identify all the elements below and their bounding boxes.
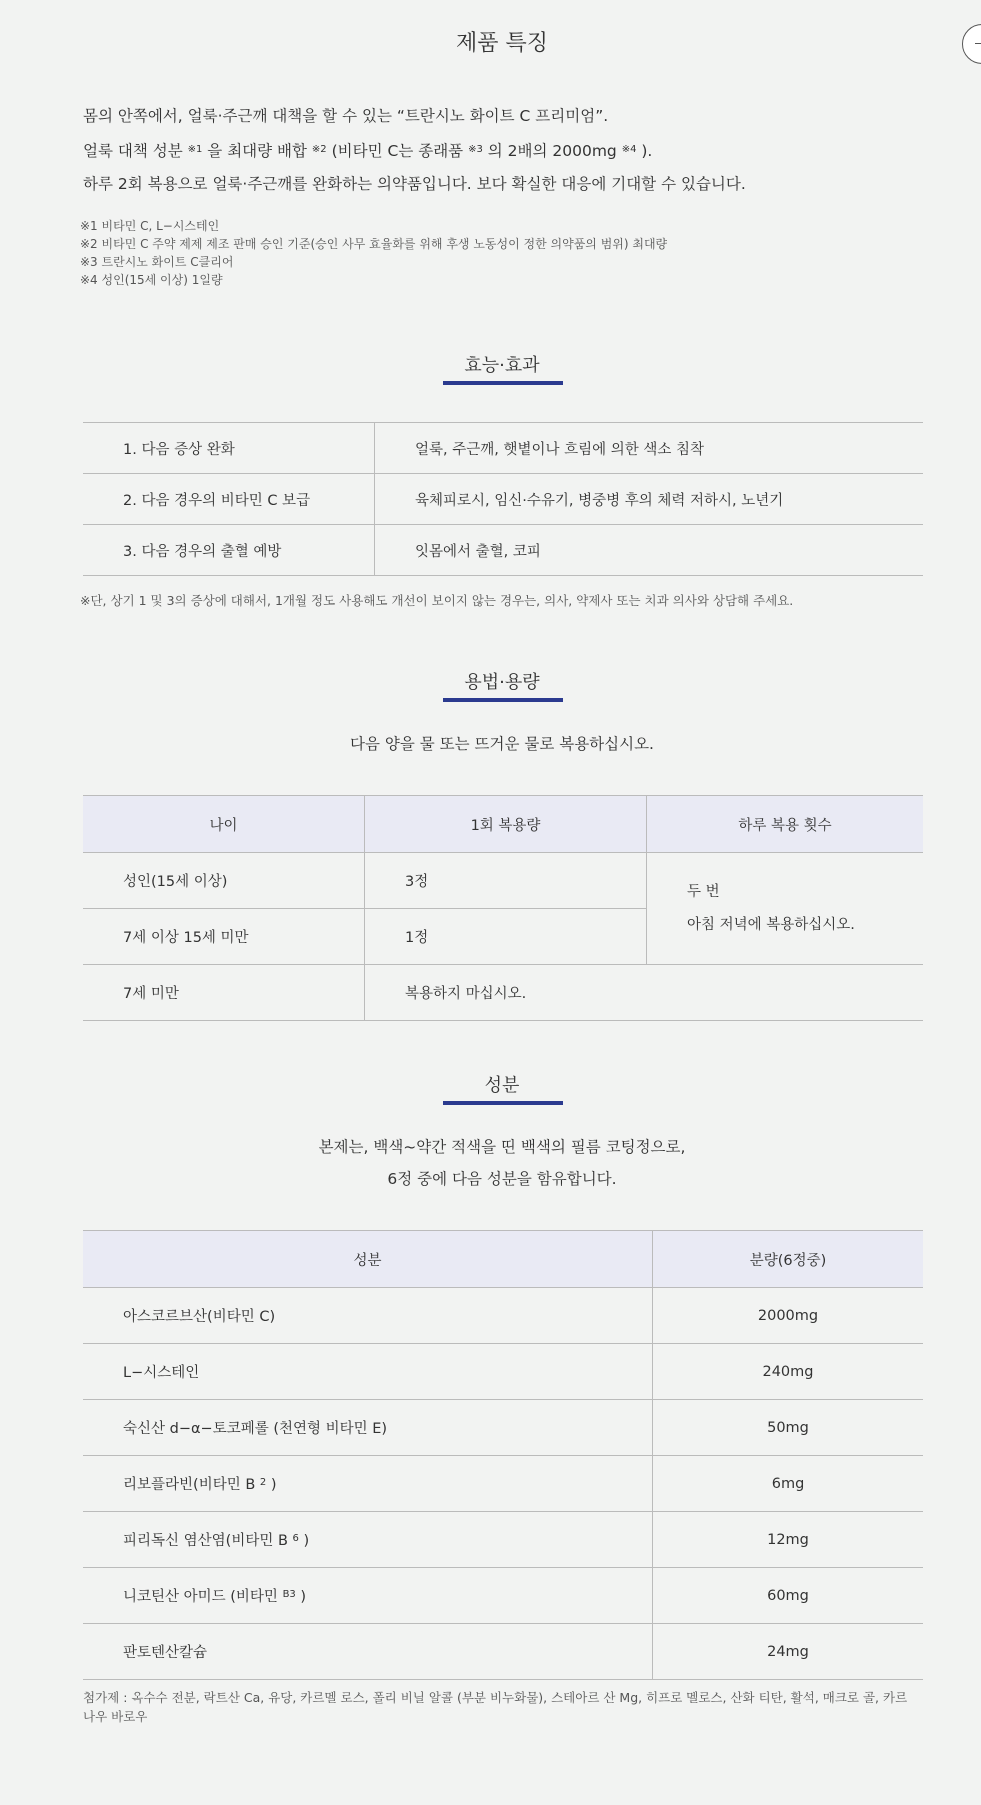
column-header: 1회 복용량 (365, 796, 647, 853)
table-header-row (83, 796, 923, 853)
name-part: ) (266, 1477, 277, 1493)
table-row (83, 1624, 923, 1680)
description-line: 6정 중에 다음 성분을 함유합니다. (387, 1170, 617, 1188)
intro-text-part: (비타민 C는 종래품 (326, 142, 469, 160)
name-part: ) (295, 1589, 307, 1605)
name-part: 피리독신 염산염(비타민 B (123, 1533, 293, 1549)
intro-text-part: 을 최대량 배합 (202, 142, 312, 160)
column-header: 성분 (83, 1231, 653, 1288)
ingredient-amount: 2000mg (653, 1288, 924, 1344)
footnote: ※2 비타민 C 주약 제제 제조 판매 승인 기준(승인 사무 효율화를 위해 후생 노동성이 정한 의약품의 범위) 최대량 (80, 237, 668, 251)
dosage-table (83, 795, 923, 1021)
table-header-row (83, 1231, 923, 1288)
name-part: ) (298, 1533, 310, 1549)
dosage-title: 용법·용량 (464, 672, 540, 693)
column-header: 분량(6정중) (653, 1231, 924, 1288)
table-row (83, 1512, 923, 1568)
footnote-mark: ※2 (311, 144, 327, 155)
table-row (83, 965, 923, 1021)
ingredient-name (83, 1512, 653, 1568)
name-subscript: 6 (292, 1533, 299, 1544)
efficacy-table (83, 422, 923, 576)
page-title: 제품 특징 (455, 31, 548, 56)
ingredient-name (83, 1568, 653, 1624)
footnotes (80, 217, 667, 289)
times-line: 두 번 (687, 883, 720, 900)
table-row (83, 525, 923, 576)
age-cell: 7세 이상 15세 미만 (83, 909, 365, 965)
intro-text (83, 100, 746, 201)
age-cell: 성인(15세 이상) (83, 853, 365, 909)
efficacy-label: 2. 다음 경우의 비타민 C 보급 (83, 474, 375, 525)
efficacy-note: ※단, 상기 1 및 3의 증상에 대해서, 1개월 정도 사용해도 개선이 보이지 않는 경우는, 의사, 약제사 또는 치과 의사와 상담해 주세요. (80, 593, 794, 608)
ingredient-amount: 60mg (653, 1568, 924, 1624)
intro-text-part: 의 2배의 2000mg (482, 142, 622, 160)
intro-line-3: 하루 2회 복용으로 얼룩·주근깨를 완화하는 의약품입니다. 보다 확실한 대응에 기대할 수 있습니다. (83, 175, 746, 193)
intro-text-part: ). (636, 142, 653, 160)
ingredient-amount: 50mg (653, 1400, 924, 1456)
minus-icon (975, 43, 981, 44)
age-cell: 7세 미만 (83, 965, 365, 1021)
table-row (83, 1400, 923, 1456)
column-header: 하루 복용 횟수 (647, 796, 924, 853)
ingredients-table (83, 1230, 923, 1680)
times-cell (647, 853, 924, 965)
dosage-subtitle: 다음 양을 물 또는 뜨거운 물로 복용하십시오. (349, 735, 654, 753)
amount-cell: 1정 (365, 909, 647, 965)
efficacy-title: 효능·효과 (464, 355, 540, 376)
ingredient-name: 아스코르브산(비타민 C) (83, 1288, 653, 1344)
ingredient-amount: 6mg (653, 1456, 924, 1512)
amount-cell: 복용하지 마십시오. (365, 965, 924, 1021)
intro-text-part: 얼룩 대책 성분 (83, 142, 188, 160)
ingredients-title: 성분 (484, 1075, 520, 1096)
ingredients-description (0, 1131, 981, 1195)
table-row (83, 1456, 923, 1512)
efficacy-label: 1. 다음 증상 완화 (83, 423, 375, 474)
footnote: ※1 비타민 C, L−시스테인 (80, 219, 220, 233)
efficacy-value: 잇몸에서 출혈, 코피 (415, 543, 541, 560)
ingredient-name: L−시스테인 (83, 1344, 653, 1400)
amount-cell: 3정 (365, 853, 647, 909)
ingredient-amount: 24mg (653, 1624, 924, 1680)
footnote-mark: ※1 (187, 144, 203, 155)
footnote-mark: ※3 (468, 144, 483, 155)
table-row (83, 1344, 923, 1400)
ingredient-name (83, 1456, 653, 1512)
efficacy-value: 육체피로시, 임신·수유기, 병중병 후의 체력 저하시, 노년기 (415, 492, 784, 509)
efficacy-label: 3. 다음 경우의 출혈 예방 (83, 525, 375, 576)
footnote-mark: ※4 (621, 144, 637, 155)
intro-line-1: 몸의 안쪽에서, 얼룩·주근깨 대책을 할 수 있는 “트란시노 화이트 C 프리미엄”. (83, 107, 609, 125)
ingredient-amount: 12mg (653, 1512, 924, 1568)
footnote: ※3 트란시노 화이트 C클리어 (80, 255, 234, 269)
name-part: 니코틴산 아미드 (비타민 (123, 1589, 283, 1605)
table-row (83, 853, 923, 909)
efficacy-underline (443, 381, 563, 385)
column-header: 나이 (83, 796, 365, 853)
efficacy-value: 얼룩, 주근깨, 햇볕이나 흐림에 의한 색소 침착 (415, 441, 704, 458)
table-row (83, 1288, 923, 1344)
name-subscript: B3 (282, 1589, 296, 1600)
ingredient-name: 숙신산 d−α−토코페롤 (천연형 비타민 E) (83, 1400, 653, 1456)
times-line: 아침 저녁에 복용하십시오. (687, 916, 855, 933)
additives-text: 첨가제 : 옥수수 전분, 락트산 Ca, 유당, 카르멜 로스, 폴리 비닐 알콜 (부분 비누화물), 스테아르 산 Mg, 히프로 멜로스, 산화 티탄, 활석, 매크로 골, 카르 나우 바로우 (83, 1690, 908, 1724)
name-subscript: 2 (259, 1477, 267, 1488)
table-row (83, 1568, 923, 1624)
ingredient-amount: 240mg (653, 1344, 924, 1400)
table-row (83, 423, 923, 474)
intro-line-2 (83, 133, 746, 168)
ingredient-name: 판토텐산칼슘 (83, 1624, 653, 1680)
table-row (83, 474, 923, 525)
name-part: 리보플라빈(비타민 B (123, 1477, 260, 1493)
description-line: 본제는, 백색~약간 적색을 띤 백색의 필름 코팅정으로, (318, 1138, 686, 1156)
dosage-underline (443, 698, 563, 702)
ingredients-underline (443, 1101, 563, 1105)
footnote: ※4 성인(15세 이상) 1일량 (80, 273, 223, 287)
